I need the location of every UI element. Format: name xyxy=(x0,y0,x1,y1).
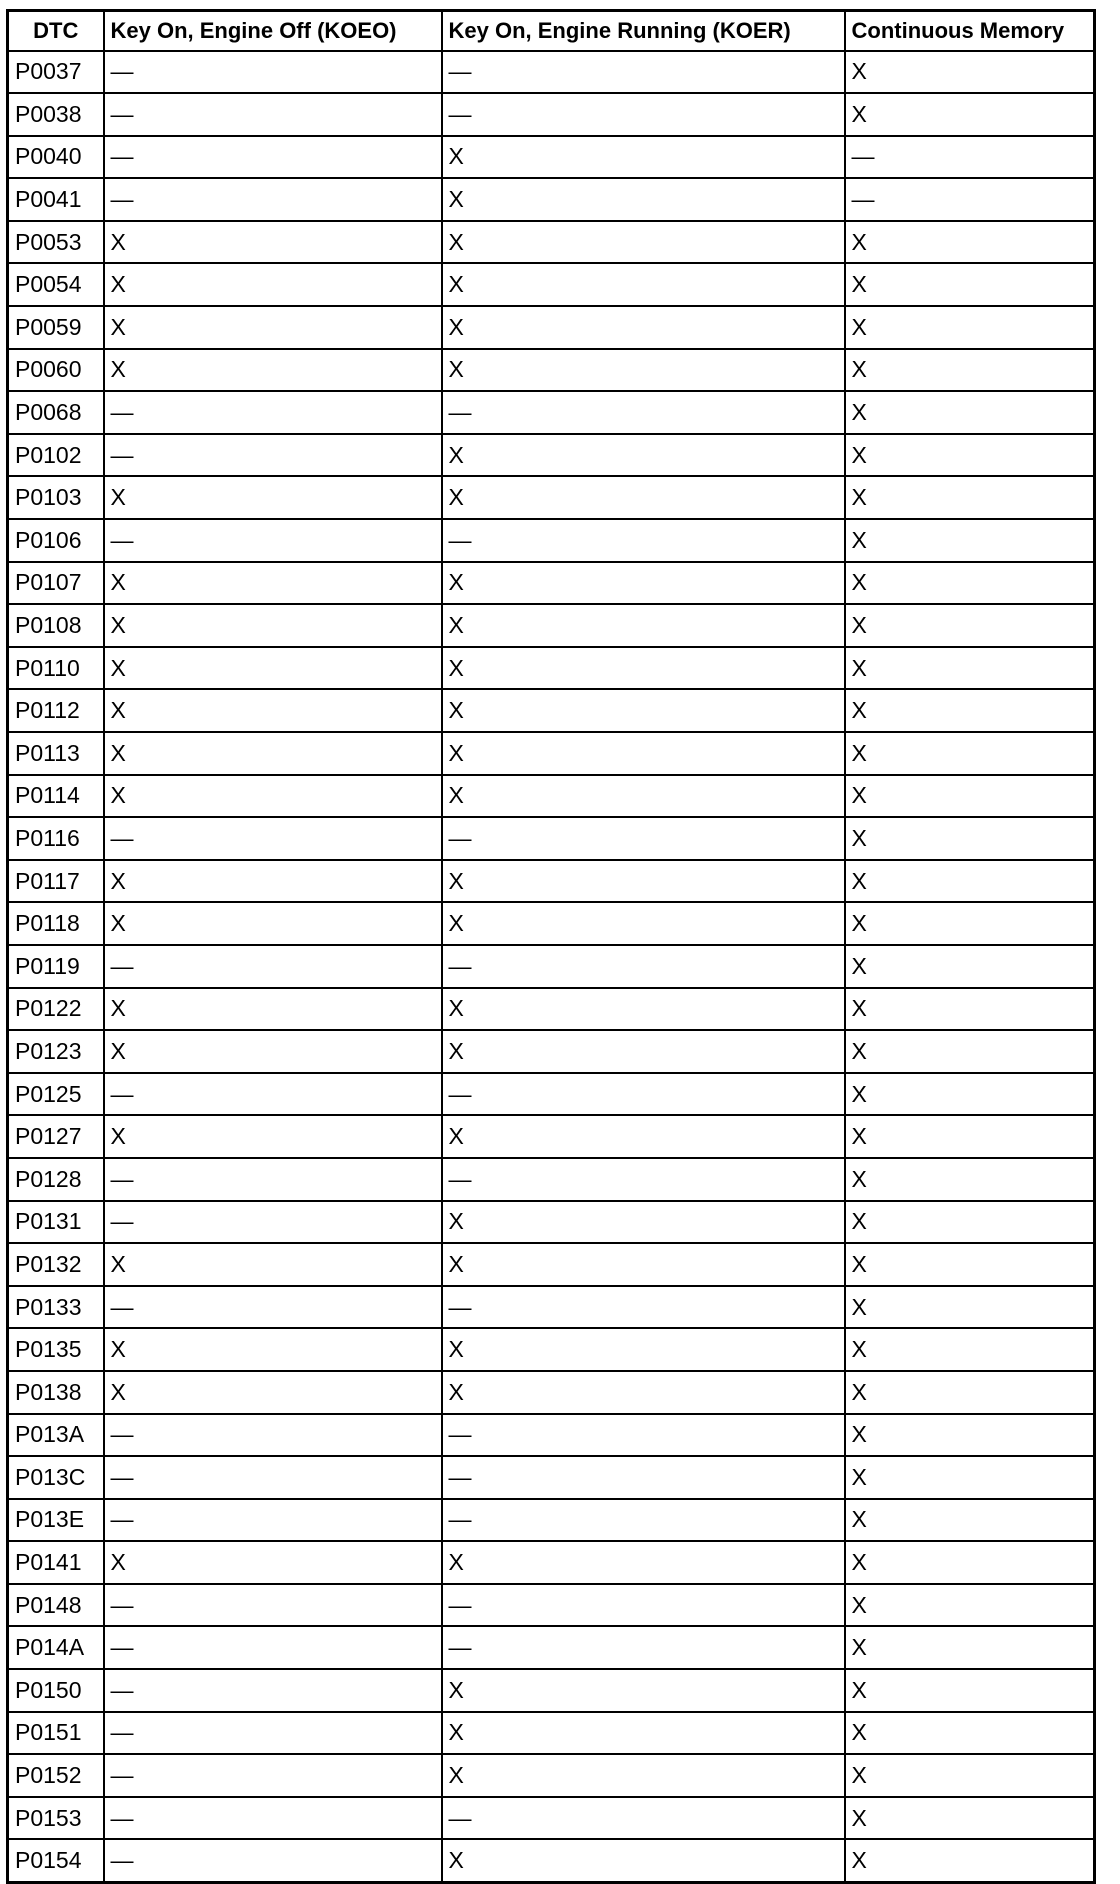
table-row xyxy=(8,434,1095,477)
koeo-cell: — xyxy=(104,519,442,562)
koer-cell: X xyxy=(442,434,845,477)
koeo-cell: — xyxy=(104,1158,442,1201)
koeo-cell: — xyxy=(104,1456,442,1499)
koeo-cell: — xyxy=(104,51,442,94)
koer-cell: — xyxy=(442,817,845,860)
continuous-memory-cell: X xyxy=(845,51,1095,94)
koer-cell: X xyxy=(442,860,845,903)
continuous-memory-cell: X xyxy=(845,1030,1095,1073)
dtc-code-cell: P0041 xyxy=(8,178,104,221)
dtc-code-cell: P0038 xyxy=(8,93,104,136)
koer-cell: X xyxy=(442,988,845,1031)
dtc-code-cell: P0125 xyxy=(8,1073,104,1116)
continuous-memory-cell: X xyxy=(845,221,1095,264)
dtc-code-cell: P0127 xyxy=(8,1115,104,1158)
table-row xyxy=(8,51,1095,94)
table-row xyxy=(8,1115,1095,1158)
dtc-code-cell: P0150 xyxy=(8,1669,104,1712)
koer-cell: X xyxy=(442,1030,845,1073)
continuous-memory-cell: X xyxy=(845,945,1095,988)
dtc-code-cell: P013E xyxy=(8,1499,104,1542)
koeo-cell: — xyxy=(104,434,442,477)
table-row xyxy=(8,519,1095,562)
koer-cell: X xyxy=(442,178,845,221)
continuous-memory-cell: X xyxy=(845,647,1095,690)
koeo-cell: X xyxy=(104,476,442,519)
koeo-cell: X xyxy=(104,860,442,903)
koer-cell: X xyxy=(442,476,845,519)
dtc-code-cell: P014A xyxy=(8,1626,104,1669)
koeo-cell: X xyxy=(104,1030,442,1073)
dtc-code-cell: P0138 xyxy=(8,1371,104,1414)
continuous-memory-cell: X xyxy=(845,732,1095,775)
koeo-cell: — xyxy=(104,1414,442,1457)
koer-cell: — xyxy=(442,519,845,562)
koeo-cell: X xyxy=(104,306,442,349)
table-row xyxy=(8,1414,1095,1457)
dtc-code-cell: P0128 xyxy=(8,1158,104,1201)
koeo-cell: X xyxy=(104,1243,442,1286)
dtc-code-cell: P0141 xyxy=(8,1541,104,1584)
koeo-cell: X xyxy=(104,647,442,690)
koer-cell: X xyxy=(442,604,845,647)
koer-cell: X xyxy=(442,1712,845,1755)
dtc-code-cell: P0060 xyxy=(8,349,104,392)
continuous-memory-cell: X xyxy=(845,391,1095,434)
dtc-code-cell: P0103 xyxy=(8,476,104,519)
dtc-code-cell: P0113 xyxy=(8,732,104,775)
continuous-memory-cell: X xyxy=(845,988,1095,1031)
koer-cell: X xyxy=(442,647,845,690)
continuous-memory-cell: X xyxy=(845,93,1095,136)
table-row xyxy=(8,263,1095,306)
dtc-code-cell: P0135 xyxy=(8,1328,104,1371)
dtc-code-cell: P0123 xyxy=(8,1030,104,1073)
dtc-code-cell: P0054 xyxy=(8,263,104,306)
table-row xyxy=(8,1158,1095,1201)
koeo-cell: X xyxy=(104,689,442,732)
dtc-code-cell: P0152 xyxy=(8,1754,104,1797)
koeo-cell: — xyxy=(104,817,442,860)
table-row xyxy=(8,1626,1095,1669)
table-row xyxy=(8,1499,1095,1542)
koeo-cell: — xyxy=(104,391,442,434)
koeo-cell: — xyxy=(104,1286,442,1329)
koer-cell: X xyxy=(442,1328,845,1371)
dtc-code-cell: P0106 xyxy=(8,519,104,562)
dtc-code-cell: P0059 xyxy=(8,306,104,349)
koer-cell: — xyxy=(442,1584,845,1627)
koer-cell: — xyxy=(442,1073,845,1116)
dtc-test-mode-table xyxy=(6,9,1096,1884)
table-row xyxy=(8,860,1095,903)
dtc-code-cell: P0102 xyxy=(8,434,104,477)
continuous-memory-cell: X xyxy=(845,1371,1095,1414)
continuous-memory-cell: X xyxy=(845,1201,1095,1244)
koer-cell: X xyxy=(442,902,845,945)
continuous-memory-cell: X xyxy=(845,562,1095,605)
koeo-cell: — xyxy=(104,945,442,988)
table-row xyxy=(8,1201,1095,1244)
table-row xyxy=(8,1839,1095,1882)
koer-cell: — xyxy=(442,1797,845,1840)
continuous-memory-cell: X xyxy=(845,1712,1095,1755)
table-row xyxy=(8,1797,1095,1840)
table-row xyxy=(8,1371,1095,1414)
table-header-row xyxy=(8,11,1095,51)
dtc-code-cell: P0119 xyxy=(8,945,104,988)
koeo-cell: X xyxy=(104,732,442,775)
dtc-code-cell: P0117 xyxy=(8,860,104,903)
table-row xyxy=(8,1286,1095,1329)
koeo-cell: X xyxy=(104,775,442,818)
koer-cell: X xyxy=(442,263,845,306)
dtc-code-cell: P0116 xyxy=(8,817,104,860)
koer-cell: — xyxy=(442,1414,845,1457)
continuous-memory-cell: X xyxy=(845,476,1095,519)
table-row xyxy=(8,689,1095,732)
continuous-memory-cell: X xyxy=(845,1414,1095,1457)
dtc-code-cell: P0110 xyxy=(8,647,104,690)
continuous-memory-cell: X xyxy=(845,902,1095,945)
table-row xyxy=(8,945,1095,988)
table-row xyxy=(8,604,1095,647)
table-row xyxy=(8,1243,1095,1286)
koeo-cell: — xyxy=(104,1712,442,1755)
table-row xyxy=(8,1073,1095,1116)
table-row xyxy=(8,476,1095,519)
dtc-code-cell: P0040 xyxy=(8,136,104,179)
continuous-memory-cell: X xyxy=(845,1499,1095,1542)
continuous-memory-cell: X xyxy=(845,1626,1095,1669)
continuous-memory-cell: X xyxy=(845,817,1095,860)
column-header-koer: Key On, Engine Running (KOER) xyxy=(442,11,845,51)
koeo-cell: — xyxy=(104,136,442,179)
table-body xyxy=(8,51,1095,1883)
table-row xyxy=(8,93,1095,136)
table-row xyxy=(8,221,1095,264)
table-row xyxy=(8,562,1095,605)
continuous-memory-cell: X xyxy=(845,1839,1095,1882)
koer-cell: X xyxy=(442,1839,845,1882)
koer-cell: X xyxy=(442,775,845,818)
koer-cell: X xyxy=(442,562,845,605)
koer-cell: X xyxy=(442,306,845,349)
koer-cell: — xyxy=(442,1626,845,1669)
koeo-cell: X xyxy=(104,1371,442,1414)
koer-cell: X xyxy=(442,1201,845,1244)
continuous-memory-cell: X xyxy=(845,1669,1095,1712)
table-row xyxy=(8,647,1095,690)
koer-cell: X xyxy=(442,689,845,732)
continuous-memory-cell: X xyxy=(845,1073,1095,1116)
table-row xyxy=(8,178,1095,221)
dtc-code-cell: P013C xyxy=(8,1456,104,1499)
koeo-cell: X xyxy=(104,349,442,392)
koeo-cell: X xyxy=(104,988,442,1031)
koeo-cell: — xyxy=(104,1201,442,1244)
continuous-memory-cell: X xyxy=(845,604,1095,647)
column-header-koeo: Key On, Engine Off (KOEO) xyxy=(104,11,442,51)
dtc-code-cell: P0133 xyxy=(8,1286,104,1329)
dtc-code-cell: P0148 xyxy=(8,1584,104,1627)
koeo-cell: — xyxy=(104,178,442,221)
table-row xyxy=(8,1328,1095,1371)
koeo-cell: X xyxy=(104,263,442,306)
table-row xyxy=(8,988,1095,1031)
table-row xyxy=(8,391,1095,434)
table-row xyxy=(8,349,1095,392)
koer-cell: — xyxy=(442,1456,845,1499)
table-row xyxy=(8,1754,1095,1797)
continuous-memory-cell: X xyxy=(845,1541,1095,1584)
table-row xyxy=(8,1541,1095,1584)
koeo-cell: X xyxy=(104,1115,442,1158)
table-row xyxy=(8,306,1095,349)
koeo-cell: — xyxy=(104,1839,442,1882)
dtc-code-cell: P013A xyxy=(8,1414,104,1457)
continuous-memory-cell: — xyxy=(845,178,1095,221)
dtc-code-cell: P0122 xyxy=(8,988,104,1031)
table-row xyxy=(8,1584,1095,1627)
koer-cell: X xyxy=(442,1115,845,1158)
koeo-cell: — xyxy=(104,1584,442,1627)
dtc-code-cell: P0114 xyxy=(8,775,104,818)
koer-cell: — xyxy=(442,1286,845,1329)
koer-cell: X xyxy=(442,136,845,179)
dtc-code-cell: P0068 xyxy=(8,391,104,434)
continuous-memory-cell: X xyxy=(845,1286,1095,1329)
continuous-memory-cell: X xyxy=(845,1456,1095,1499)
koeo-cell: X xyxy=(104,604,442,647)
koer-cell: — xyxy=(442,391,845,434)
koeo-cell: X xyxy=(104,1328,442,1371)
dtc-code-cell: P0154 xyxy=(8,1839,104,1882)
continuous-memory-cell: X xyxy=(845,519,1095,562)
table-row xyxy=(8,817,1095,860)
koer-cell: X xyxy=(442,1243,845,1286)
table-row xyxy=(8,1712,1095,1755)
dtc-code-cell: P0118 xyxy=(8,902,104,945)
continuous-memory-cell: X xyxy=(845,1584,1095,1627)
table-row xyxy=(8,136,1095,179)
koer-cell: X xyxy=(442,349,845,392)
continuous-memory-cell: — xyxy=(845,136,1095,179)
dtc-code-cell: P0132 xyxy=(8,1243,104,1286)
continuous-memory-cell: X xyxy=(845,1115,1095,1158)
dtc-code-cell: P0112 xyxy=(8,689,104,732)
dtc-code-cell: P0131 xyxy=(8,1201,104,1244)
continuous-memory-cell: X xyxy=(845,860,1095,903)
continuous-memory-cell: X xyxy=(845,775,1095,818)
koeo-cell: — xyxy=(104,1499,442,1542)
column-header-dtc: DTC xyxy=(8,11,104,51)
table-row xyxy=(8,1669,1095,1712)
koer-cell: X xyxy=(442,1541,845,1584)
continuous-memory-cell: X xyxy=(845,1754,1095,1797)
continuous-memory-cell: X xyxy=(845,1243,1095,1286)
koeo-cell: — xyxy=(104,1626,442,1669)
koer-cell: X xyxy=(442,221,845,264)
koeo-cell: — xyxy=(104,1797,442,1840)
continuous-memory-cell: X xyxy=(845,1797,1095,1840)
continuous-memory-cell: X xyxy=(845,434,1095,477)
koer-cell: — xyxy=(442,1158,845,1201)
dtc-code-cell: P0108 xyxy=(8,604,104,647)
dtc-code-cell: P0153 xyxy=(8,1797,104,1840)
continuous-memory-cell: X xyxy=(845,689,1095,732)
koeo-cell: — xyxy=(104,1669,442,1712)
continuous-memory-cell: X xyxy=(845,1328,1095,1371)
continuous-memory-cell: X xyxy=(845,349,1095,392)
table-row xyxy=(8,1456,1095,1499)
koeo-cell: — xyxy=(104,1754,442,1797)
koeo-cell: X xyxy=(104,1541,442,1584)
continuous-memory-cell: X xyxy=(845,306,1095,349)
koeo-cell: X xyxy=(104,221,442,264)
table-row xyxy=(8,902,1095,945)
dtc-code-cell: P0151 xyxy=(8,1712,104,1755)
koer-cell: X xyxy=(442,1371,845,1414)
table-row xyxy=(8,775,1095,818)
table-row xyxy=(8,732,1095,775)
koer-cell: — xyxy=(442,93,845,136)
koer-cell: X xyxy=(442,1754,845,1797)
koeo-cell: X xyxy=(104,562,442,605)
koeo-cell: — xyxy=(104,1073,442,1116)
koeo-cell: — xyxy=(104,93,442,136)
koer-cell: — xyxy=(442,1499,845,1542)
dtc-code-cell: P0053 xyxy=(8,221,104,264)
koer-cell: — xyxy=(442,51,845,94)
table-row xyxy=(8,1030,1095,1073)
continuous-memory-cell: X xyxy=(845,263,1095,306)
koer-cell: X xyxy=(442,1669,845,1712)
dtc-code-cell: P0107 xyxy=(8,562,104,605)
koeo-cell: X xyxy=(104,902,442,945)
dtc-code-cell: P0037 xyxy=(8,51,104,94)
koer-cell: X xyxy=(442,732,845,775)
koer-cell: — xyxy=(442,945,845,988)
continuous-memory-cell: X xyxy=(845,1158,1095,1201)
column-header-continuous-memory: Continuous Memory xyxy=(845,11,1095,51)
